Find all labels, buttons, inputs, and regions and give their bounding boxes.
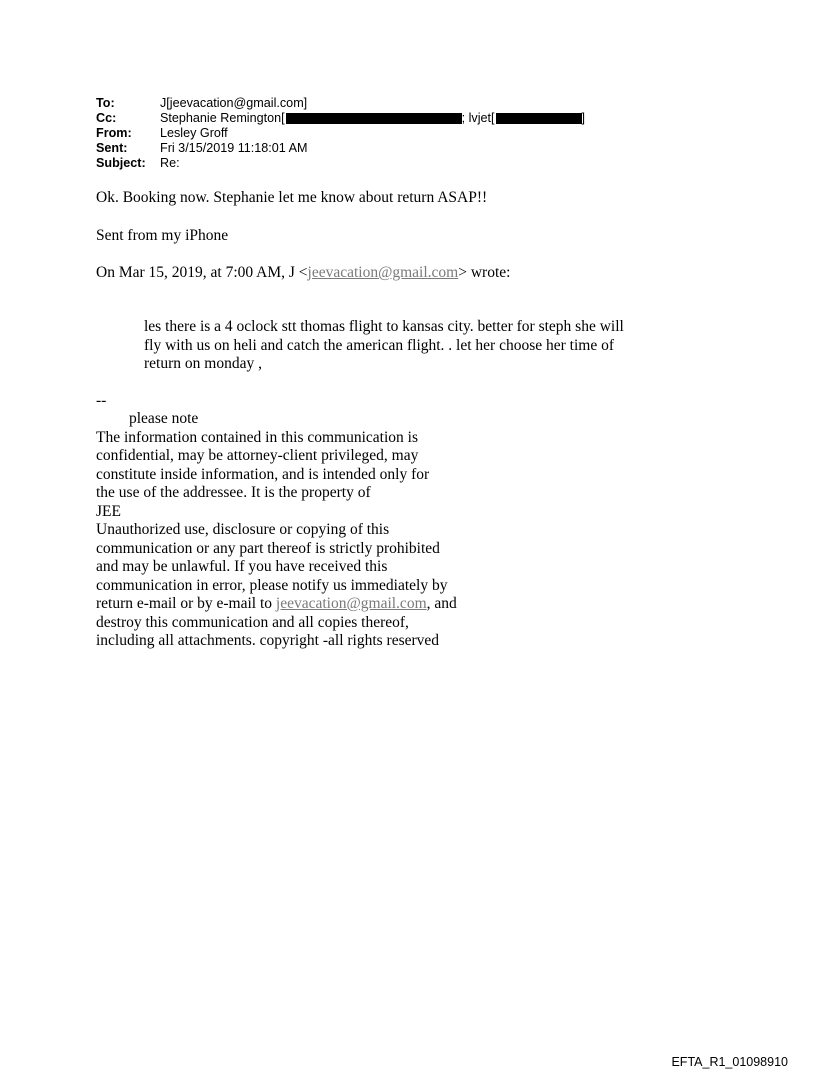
footer-line: destroy this communication and all copies thereof, — [96, 613, 409, 631]
footer-return-before: return e-mail or by e-mail to — [96, 595, 276, 612]
quoted-line: les there is a 4 oclock stt thomas flight to kansas city. better for steph she will — [144, 318, 624, 335]
footer-line: constitute inside information, and is intended only for — [96, 465, 430, 483]
quoted-message — [144, 318, 704, 374]
footer-line: The information contained in this communication is — [96, 428, 418, 446]
quote-intro-before: On Mar 15, 2019, at 7:00 AM, J < — [96, 264, 308, 281]
header-row-sent — [96, 141, 585, 156]
header-row-from — [96, 126, 585, 141]
from-label: From: — [96, 126, 132, 140]
from-value: Lesley Groff — [160, 126, 228, 140]
quote-intro-after: > wrote: — [458, 264, 511, 281]
footer-line: confidential, may be attorney-client privileged, may — [96, 447, 419, 464]
footer-line: communication or any part thereof is strictly prohibited — [96, 539, 440, 557]
cc-end: ] — [581, 111, 586, 125]
email-link[interactable]: jeevacation@gmail.com — [307, 264, 459, 281]
sent-value: Fri 3/15/2019 11:18:01 AM — [160, 141, 308, 155]
redaction-box — [286, 113, 462, 124]
footer-line: communication in error, please notify us immediately by — [96, 576, 448, 594]
footer-note: please note — [129, 410, 199, 427]
footer-line-return — [96, 595, 457, 614]
cc-label: Cc: — [96, 111, 117, 125]
footer-line: and may be unlawful. If you have received this — [96, 558, 388, 575]
signature-text: Sent from my iPhone — [96, 227, 229, 244]
footer-line: JEE — [96, 502, 121, 520]
cc-separator: ; lvjet[ — [461, 111, 495, 125]
redaction-box — [496, 113, 582, 124]
subject-value: Re: — [160, 156, 180, 170]
header-row-subject — [96, 156, 585, 171]
cc-value — [160, 111, 585, 126]
footer-line: Unauthorized use, disclosure or copying of this — [96, 521, 390, 538]
header-row-to — [96, 96, 585, 111]
footer-email-link[interactable]: jeevacation@gmail.com — [275, 595, 427, 612]
quoted-line: fly with us on heli and catch the american flight. . let her choose her time of — [144, 336, 615, 354]
document-id: EFTA_R1_01098910 — [671, 1055, 788, 1069]
confidentiality-footer — [96, 410, 457, 651]
footer-line: including all attachments. copyright -all rights reserved — [96, 632, 440, 649]
footer-line: the use of the addressee. It is the property of — [96, 484, 371, 501]
quoted-line: return on monday , — [144, 355, 262, 372]
cc-name: Stephanie Remington[ — [160, 111, 285, 125]
subject-label: Subject: — [96, 156, 146, 170]
to-value: J[jeevacation@gmail.com] — [160, 96, 308, 110]
quote-intro — [96, 264, 510, 282]
footer-return-after: , and — [426, 595, 457, 612]
signature-separator: -- — [96, 392, 107, 409]
reply-text: Ok. Booking now. Stephanie let me know about return ASAP!! — [96, 189, 488, 206]
to-label: To: — [96, 96, 115, 110]
sent-label: Sent: — [96, 141, 128, 155]
header-row-cc — [96, 111, 585, 126]
email-header — [96, 96, 585, 171]
